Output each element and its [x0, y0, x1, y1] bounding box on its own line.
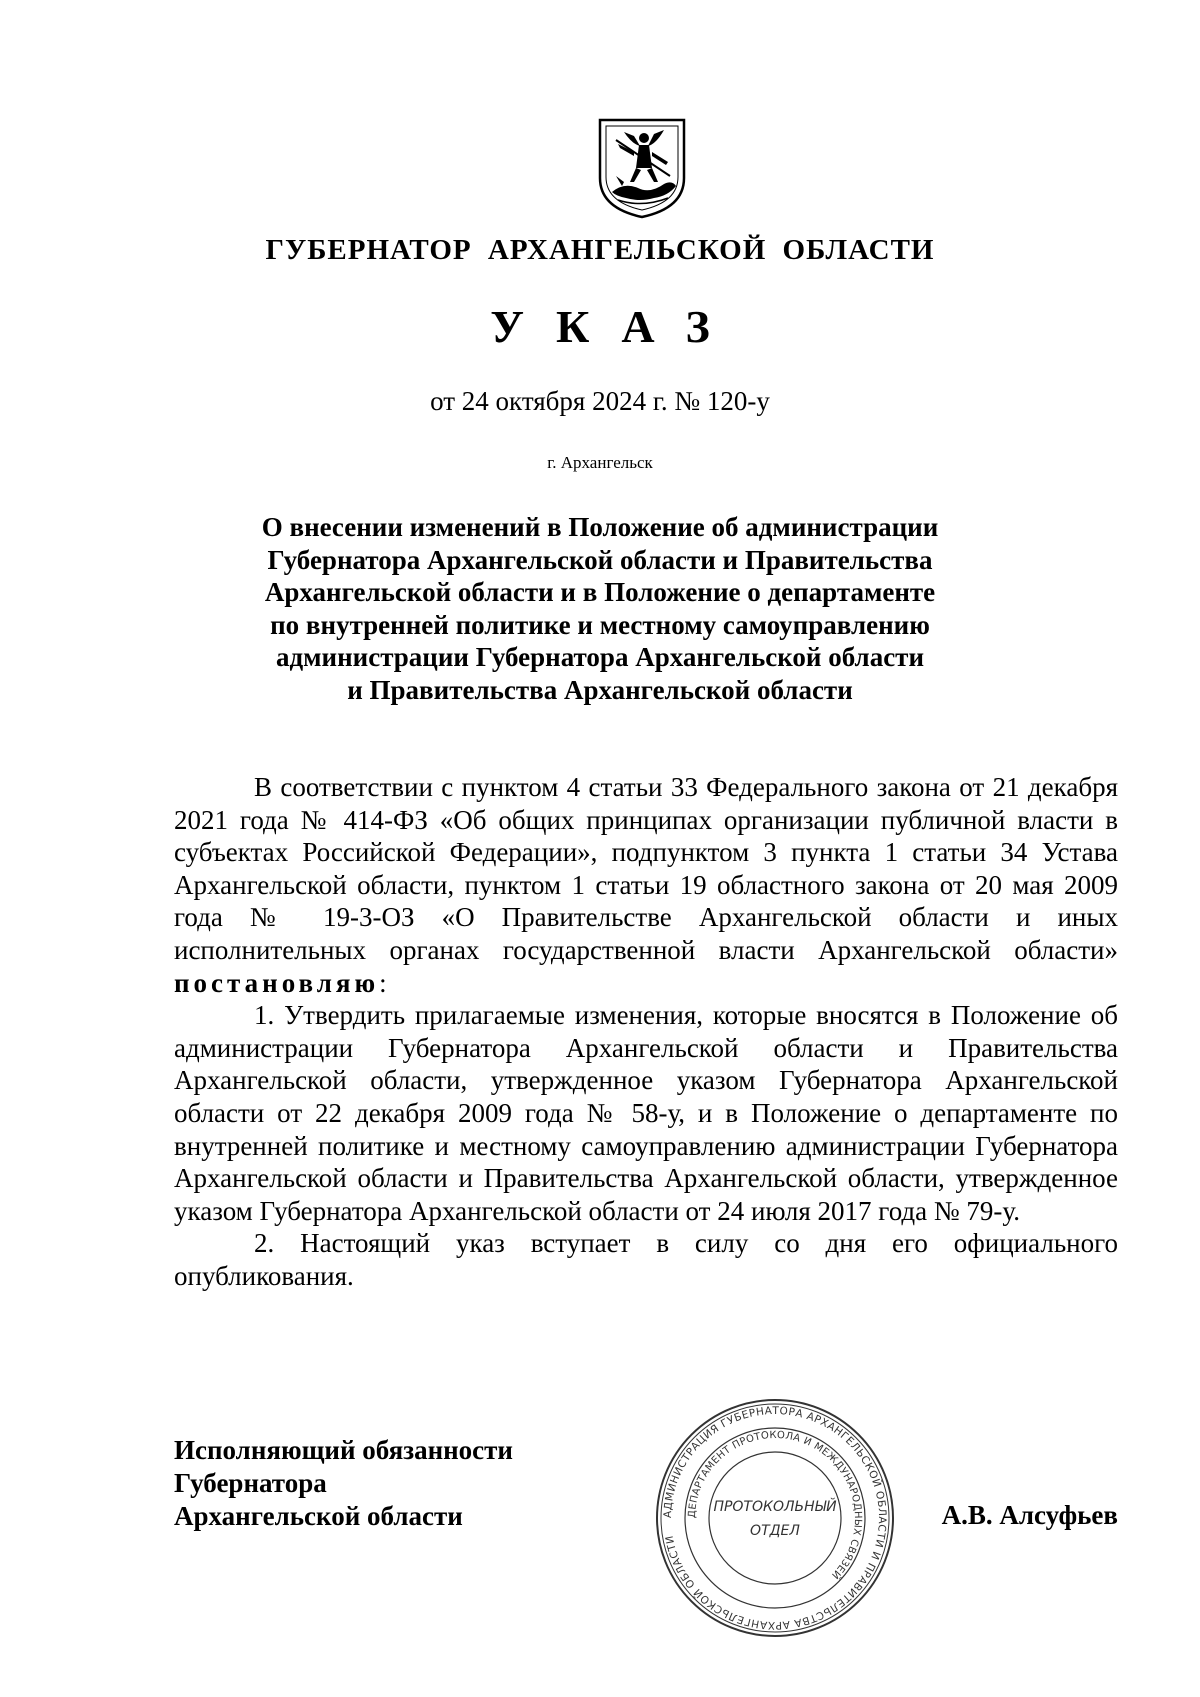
subject-line: по внутренней политике и местному самоуправлению: [270, 609, 930, 640]
subject-line: и Правительства Архангельской области: [347, 674, 853, 705]
stamp-center-line2: ОТДЕЛ: [750, 1523, 800, 1539]
subject-line: администрации Губернатора Архангельской области: [276, 642, 924, 672]
document-body: [174, 771, 1118, 1293]
stamp-outer-text: АДМИНИСТРАЦИЯ ГУБЕРНАТОРА АРХАНГЕЛЬСКОЙ ОБЛАСТИ И ПРАВИТЕЛЬСТВА АРХАНГЕЛЬСКОЙ ОБЛАСТИ: [661, 1404, 889, 1632]
signature-position-line: Архангельской области: [174, 1501, 463, 1531]
org-title: ГУБЕРНАТОР АРХАНГЕЛЬСКОЙ ОБЛАСТИ: [265, 234, 935, 266]
doc-date-number: от 24 октября 2024 г. № 120-у: [430, 386, 770, 416]
signature-name: А.В. Алсуфьев: [941, 1500, 1118, 1530]
signature-position: [174, 1434, 513, 1533]
doc-place: г. Архангельск: [547, 453, 653, 472]
preamble-paragraph: [174, 771, 1118, 999]
subject-line: Архангельской области и в Положение о департаменте: [264, 577, 936, 607]
doc-type-title: УКАЗ: [490, 301, 742, 352]
protocol-department-round-stamp-icon: [650, 1393, 900, 1643]
subject-line: О внесении изменений в Положение об администрации: [261, 512, 939, 542]
arkhangelsk-coat-of-arms-icon: [594, 116, 690, 220]
stamp-center-line1: ПРОТОКОЛЬНЫЙ: [713, 1499, 837, 1515]
decree-colon: :: [379, 967, 387, 998]
decree-word: постановляю: [174, 967, 380, 998]
signature-position-line: Губернатора: [174, 1468, 327, 1498]
signature-position-line: Исполняющий обязанности: [174, 1435, 513, 1465]
item-2-paragraph: 2. Настоящий указ вступает в силу со дня его официального опубликования.: [174, 1228, 1118, 1291]
subject-line: Губернатора Архангельской области и Правительства: [267, 544, 933, 575]
preamble-text: В соответствии с пунктом 4 статьи 33 Федерального закона от 21 декабря 2021 года № 414-ФЗ «Об общих принципах организации публичной власти в субъектах Российской Федерации», подпунктом 3 пункта 1 статьи 34 Устава Архангельской области, пунктом 1 статьи 19 областного закона от 20 мая 2009 года № 19-3-ОЗ «О Правительстве Архангельской области и иных исполнительных органах государственной власти Архангельской области»: [174, 772, 1118, 965]
stamp-inner-text: ДЕПАРТАМЕНТ ПРОТОКОЛА И МЕЖДУНАРОДНЫХ СВЯЗЕЙ: [686, 1429, 864, 1581]
doc-subject: [200, 511, 1000, 706]
item-1-paragraph: 1. Утвердить прилагаемые изменения, которые вносятся в Положение об администрации Губернатора Архангельской области и Правительства Архангельской области, утвержденное указом Губернатора Архангельской области от 22 декабря 2009 года № 58-у, и в Положение о департаменте по внутренней политике и местному самоуправлению администрации Губернатора Архангельской области и Правительства Архангельской области, утвержденное указом Губернатора Архангельской области от 24 июля 2017 года № 79-у.: [174, 1000, 1118, 1226]
